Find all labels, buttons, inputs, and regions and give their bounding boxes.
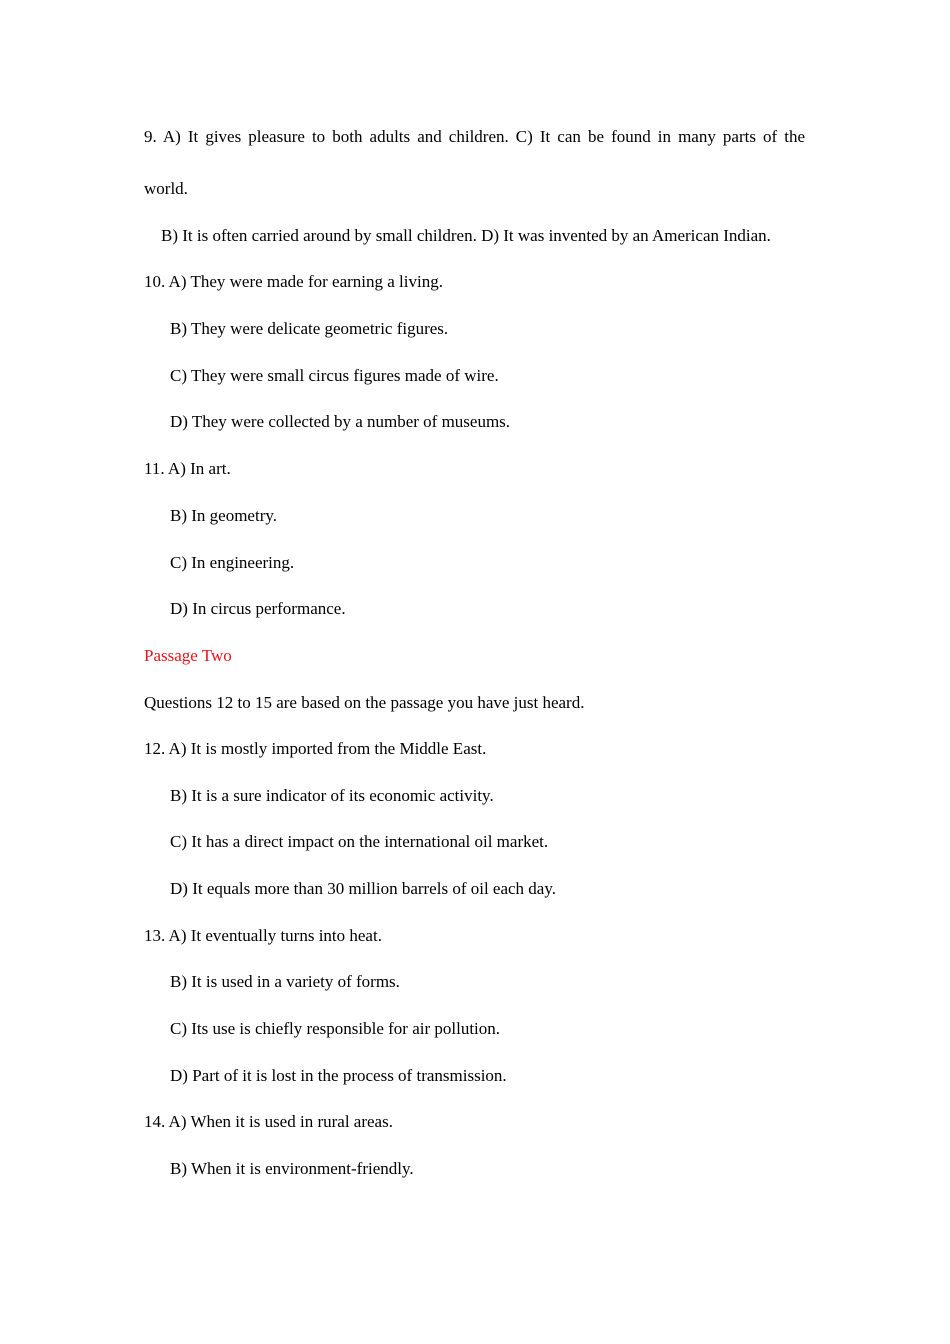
question-12-option-b: B) It is a sure indicator of its economic activity. <box>170 786 494 805</box>
question-14-option-b: B) When it is environment-friendly. <box>170 1159 414 1178</box>
question-10-option-a: 10. A) They were made for earning a living. <box>144 272 443 291</box>
question-11-option-b: B) In geometry. <box>170 506 278 525</box>
question-14-option-a: 14. A) When it is used in rural areas. <box>144 1112 393 1131</box>
question-10-option-b: B) They were delicate geometric figures. <box>170 319 449 338</box>
question-12-option-d: D) It equals more than 30 million barrels of oil each day. <box>170 879 557 898</box>
question-13-option-d: D) Part of it is lost in the process of transmission. <box>170 1066 507 1085</box>
question-11-option-a: 11. A) In art. <box>144 459 231 478</box>
passage-two-instruction: Questions 12 to 15 are based on the passage you have just heard. <box>144 693 585 712</box>
passage-two-heading: Passage Two <box>144 646 232 665</box>
question-10-option-c: C) They were small circus figures made of wire. <box>170 366 499 385</box>
question-10-option-d: D) They were collected by a number of museums. <box>170 412 511 431</box>
question-12-option-c: C) It has a direct impact on the international oil market. <box>170 832 549 851</box>
question-13-option-a: 13. A) It eventually turns into heat. <box>144 926 382 945</box>
question-9-line-2: world. <box>144 179 188 198</box>
question-13-option-b: B) It is used in a variety of forms. <box>170 972 400 991</box>
question-11-option-c: C) In engineering. <box>170 553 295 572</box>
question-11-option-d: D) In circus performance. <box>170 599 346 618</box>
question-12-option-a: 12. A) It is mostly imported from the Middle East. <box>144 739 487 758</box>
question-9-line-1: 9. A) It gives pleasure to both adults and children. C) It can be found in many parts of the <box>144 127 805 146</box>
question-13-option-c: C) Its use is chiefly responsible for air pollution. <box>170 1019 501 1038</box>
question-9-line-3: B) It is often carried around by small children. D) It was invented by an American Indian. <box>161 226 771 245</box>
